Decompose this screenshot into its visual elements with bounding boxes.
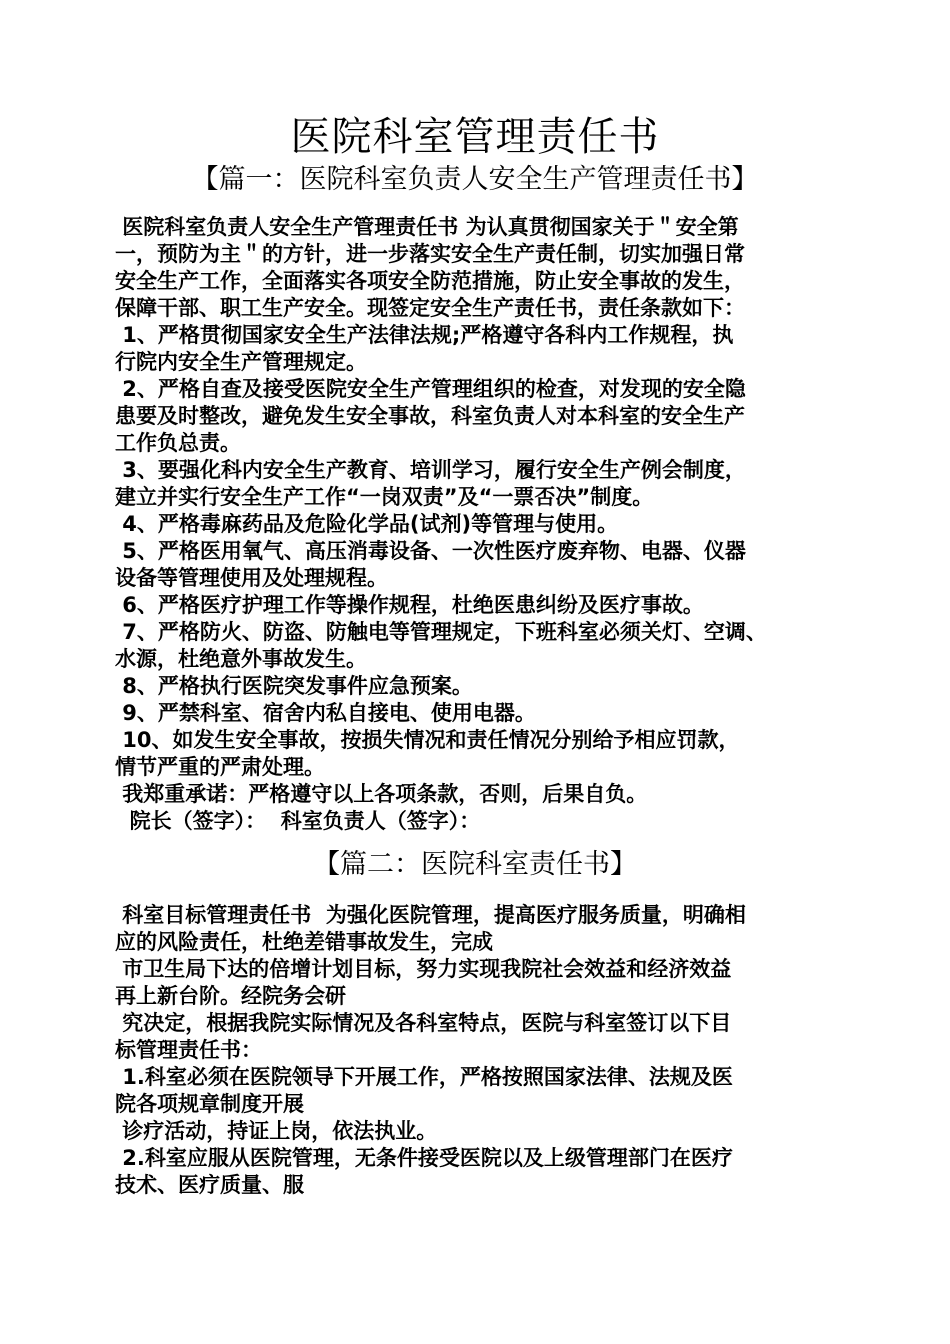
text-line: 诊疗活动，持证上岗，依法执业。 bbox=[115, 1119, 438, 1143]
text-line: 9、严禁科室、宿舍内私自接电、使用电器。 bbox=[115, 701, 536, 725]
text-line: 4、严格毒麻药品及危险化学品(试剂)等管理与使用。 bbox=[115, 512, 619, 536]
text-line: 5、严格医用氧气、高压消毒设备、一次性医疗废弃物、电器、仪器 bbox=[115, 539, 746, 563]
text-line: 我郑重承诺：严格遵守以上各项条款，否则，后果自负。 bbox=[115, 782, 648, 806]
text-line: 1、严格贯彻国家安全生产法律法规;严格遵守各科内工作规程，执 bbox=[115, 323, 734, 347]
text-line: 情节严重的严肃处理。 bbox=[115, 755, 325, 779]
text-line: 设备等管理使用及处理规程。 bbox=[115, 566, 388, 590]
text-line: 3、要强化科内安全生产教育、培训学习，履行安全生产例会制度， bbox=[115, 458, 746, 482]
text-line: 6、严格医疗护理工作等操作规程，杜绝医患纠纷及医疗事故。 bbox=[115, 593, 704, 617]
text-line: 保障干部、职工生产安全。现签定安全生产责任书，责任条款如下： bbox=[115, 296, 745, 320]
text-line: 科室目标管理责任书 为强化医院管理，提高医疗服务质量，明确相 bbox=[115, 903, 746, 927]
text-line: 医院科室负责人安全生产管理责任书 为认真贯彻国家关于＂安全第 bbox=[115, 215, 739, 239]
text-line: 8、严格执行医院突发事件应急预案。 bbox=[115, 674, 473, 698]
document-title: 医院科室管理责任书 bbox=[290, 114, 660, 160]
text-line: 行院内安全生产管理规定。 bbox=[115, 350, 367, 374]
text-line: 应的风险责任，杜绝差错事故发生，完成 bbox=[115, 930, 493, 954]
text-line: 10、如发生安全事故，按损失情况和责任情况分别给予相应罚款， bbox=[115, 728, 740, 752]
text-line: 院长（签字）： 科室负责人（签字）： bbox=[115, 809, 481, 833]
text-line: 标管理责任书： bbox=[115, 1038, 262, 1062]
text-line: 一，预防为主＂的方针，进一步落实安全生产责任制，切实加强日常 bbox=[115, 242, 745, 266]
section-1-body bbox=[115, 214, 845, 835]
section-1-heading: 【篇一：医院科室负责人安全生产管理责任书】 bbox=[191, 164, 759, 195]
text-line: 工作负总责。 bbox=[115, 431, 241, 455]
text-line: 技术、医疗质量、服 bbox=[115, 1173, 304, 1197]
section-2-body bbox=[115, 902, 845, 1199]
text-line: 2.科室应服从医院管理，无条件接受医院以及上级管理部门在医疗 bbox=[115, 1146, 733, 1170]
text-line: 7、严格防火、防盗、防触电等管理规定，下班科室必须关灯、空调、 bbox=[115, 620, 767, 644]
text-line: 究决定，根据我院实际情况及各科室特点，医院与科室签订以下目 bbox=[115, 1011, 732, 1035]
text-line: 患要及时整改，避免发生安全事故，科室负责人对本科室的安全生产 bbox=[115, 404, 745, 428]
text-line: 市卫生局下达的倍增计划目标，努力实现我院社会效益和经济效益 bbox=[115, 957, 732, 981]
text-line: 2、严格自查及接受医院安全生产管理组织的检查，对发现的安全隐 bbox=[115, 377, 746, 401]
text-line: 1.科室必须在医院领导下开展工作，严格按照国家法律、法规及医 bbox=[115, 1065, 733, 1089]
text-line: 再上新台阶。经院务会研 bbox=[115, 984, 346, 1008]
text-line: 院各项规章制度开展 bbox=[115, 1092, 304, 1116]
text-line: 安全生产工作，全面落实各项安全防范措施，防止安全事故的发生， bbox=[115, 269, 745, 293]
text-line: 建立并实行安全生产工作“一岗双责”及“一票否决”制度。 bbox=[115, 485, 654, 509]
text-line: 水源，杜绝意外事故发生。 bbox=[115, 647, 367, 671]
section-2-heading: 【篇二：医院科室责任书】 bbox=[313, 849, 637, 880]
